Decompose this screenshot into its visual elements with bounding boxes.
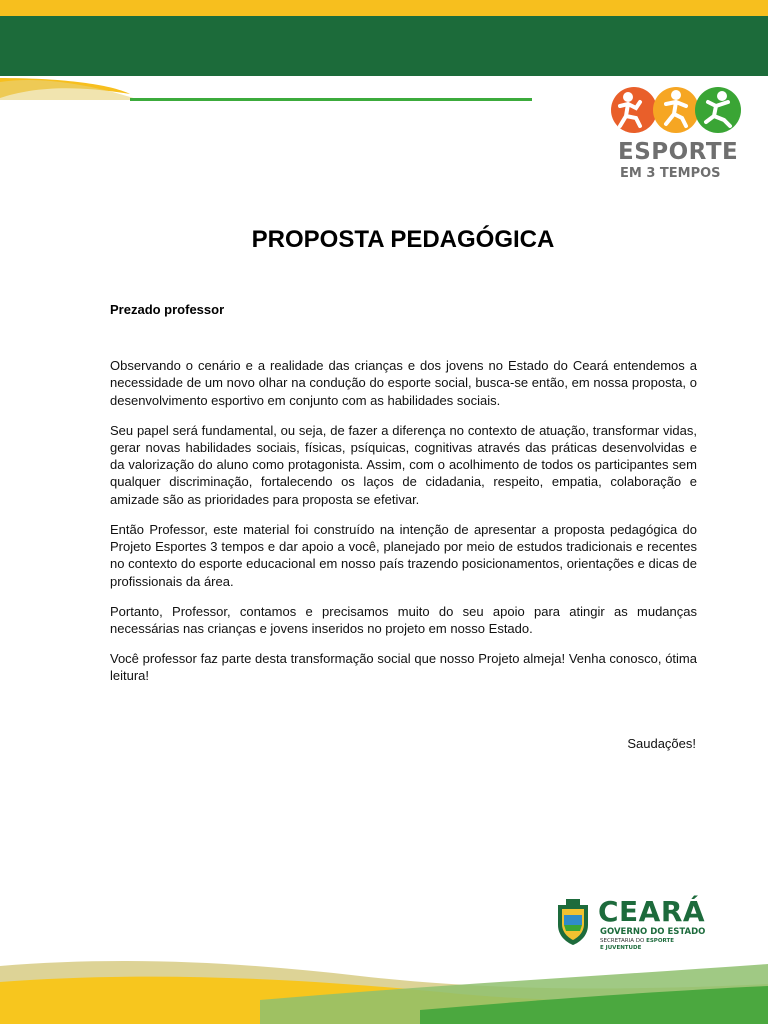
sport-figures-icon — [610, 84, 742, 136]
logo-subtitle: EM 3 TEMPOS — [620, 166, 721, 181]
secretaria-label — [600, 938, 720, 952]
ceara-wordmark: CEARÁ — [598, 895, 706, 928]
secretaria-juventude: E JUVENTUDE — [600, 945, 642, 951]
secretaria-prefix: SECRETARIA DO — [600, 938, 647, 944]
greeting: Prezado professor — [110, 302, 225, 317]
governo-label: GOVERNO DO ESTADO — [600, 927, 706, 937]
paragraph: Seu papel será fundamental, ou seja, de fazer a diferença no contexto de atuação, transformar vidas, gerar novas habilidades sociais, físicas, psíquicas, cognitivas através das práticas desenvolvidas e da valorização do aluno como protagonista. Assim, com o acolhimento de todos os participantes sem qualquer discriminação, fortalecendo os laços de cidadania, respeito, empatia, colaboração e amizade são as prioridades para proposta se efetivar. — [110, 422, 697, 507]
paragraph: Portanto, Professor, contamos e precisamos muito do seu apoio para atingir as mudanças necessárias nas crianças e jovens inseridos no projeto em nosso Estado. — [110, 603, 697, 636]
header-yellow-band — [0, 0, 768, 16]
header-swoosh — [0, 76, 560, 106]
closing: Saudações! — [627, 736, 696, 751]
state-crest-icon — [552, 895, 594, 947]
letter-body — [110, 357, 697, 697]
page-title: PROPOSTA PEDAGÓGICA — [251, 226, 555, 253]
paragraph: Observando o cenário e a realidade das crianças e dos jovens no Estado do Ceará entendemos a necessidade de um novo olhar na condução do esporte social, busca-se então, em nossa proposta, o desenvolvimento esportivo em conjunto com as habilidades sociais. — [110, 358, 697, 408]
logo-title: ESPORTE — [618, 139, 739, 165]
paragraph: Você professor faz parte desta transformação social que nosso Projeto almeja! Venha conosco, ótima leitura! — [110, 650, 697, 684]
esporte-em-3-tempos-logo — [606, 84, 746, 184]
footer-waves — [0, 956, 768, 1024]
paragraph: Então Professor, este material foi construído na intenção de apresentar a proposta pedagógica do Projeto Esportes 3 tempos e dar apoio a você, planejado por meio de estudos tradicionais e recentes no contexto do esporte educacional em nosso país trazendo posicionamentos, orientações e dicas de profissionais da área. — [110, 521, 697, 589]
secretaria-esporte: ESPORTE — [646, 938, 674, 944]
header-green-band — [0, 16, 768, 76]
ceara-government-logo — [552, 893, 722, 955]
